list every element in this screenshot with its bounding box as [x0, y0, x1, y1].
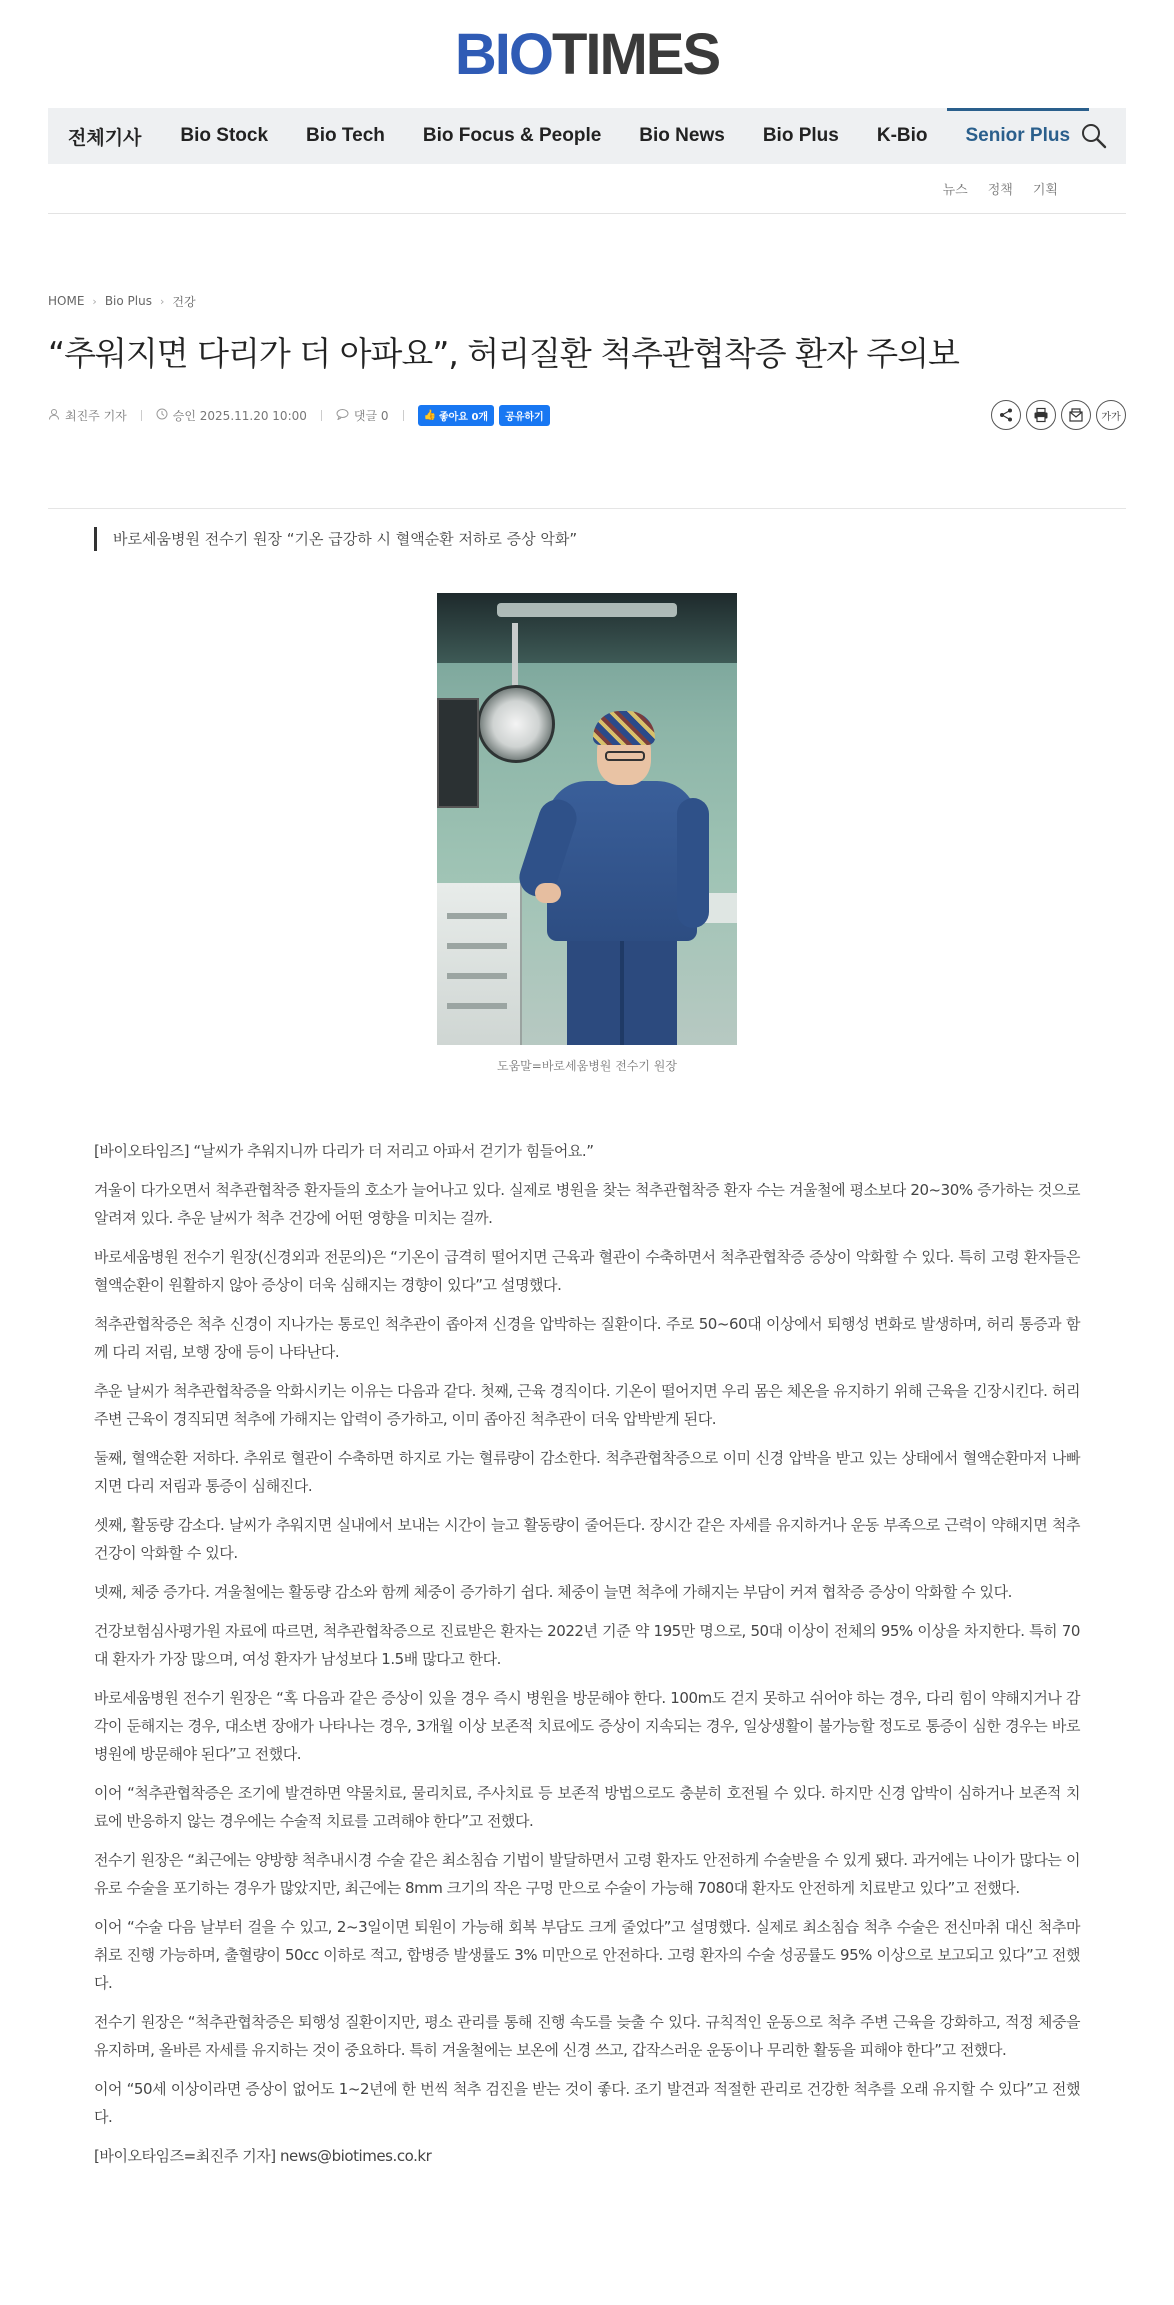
- article-subtitle: 바로세움병원 전수기 원장 “기온 급강하 시 혈액순환 저하로 증상 악화”: [94, 527, 1080, 551]
- publish-time: [156, 407, 307, 424]
- publish-time-text: 승인 2025.11.20 10:00: [172, 408, 307, 423]
- article-paragraph: 이어 “척추관협착증은 조기에 발견하면 약물치료, 물리치료, 주사치료 등 보존적 방법으로도 충분히 호전될 수 있다. 하지만 신경 압박이 심하거나 보존적 치료에 반응하지 않는 경우에는 수술적 치료를 고려해야 한다”고 전했다.: [94, 1784, 1080, 1830]
- clock-icon: [156, 408, 168, 423]
- facebook-like-button[interactable]: [418, 405, 495, 426]
- nav-item-k-bio[interactable]: K-Bio: [876, 125, 928, 146]
- logo-times-text: TIMES: [551, 21, 720, 87]
- article-byline: [바이오타임즈=최진주 기자] news@biotimes.co.kr: [94, 2147, 432, 2165]
- search-icon[interactable]: [1080, 122, 1108, 150]
- meta-divider: [321, 410, 322, 421]
- article-tools: [991, 400, 1126, 430]
- nav-item-all-articles[interactable]: 전체기사: [68, 127, 142, 149]
- photo-person-arm: [677, 798, 709, 928]
- nav-item-bio-plus[interactable]: Bio Plus: [762, 125, 839, 146]
- article-paragraph: 건강보험심사평가원 자료에 따르면, 척추관협착증으로 진료받은 환자는 2022년 기준 약 195만 명으로, 50대 이상이 전체의 95% 이상을 차지한다. 특히 70대 환자가 가장 많으며, 여성 환자가 남성보다 1.5배 많다고 한다.: [94, 1622, 1080, 1668]
- doctor-photo[interactable]: [437, 593, 737, 1045]
- photo-machine-slot: [447, 913, 507, 919]
- site-logo[interactable]: [455, 21, 719, 88]
- logo-area: [0, 0, 1174, 108]
- photo-surgical-lamp: [477, 685, 555, 763]
- breadcrumb-bio-plus[interactable]: Bio Plus: [104, 294, 152, 308]
- nav-item-bio-news[interactable]: Bio News: [639, 125, 725, 146]
- article-title: “추워지면 다리가 더 아파요”, 허리질환 척추관협착증 환자 주의보: [48, 334, 959, 373]
- print-icon[interactable]: [1026, 400, 1056, 430]
- article-paragraph: 전수기 원장은 “척추관협착증은 퇴행성 질환이지만, 평소 관리를 통해 진행 속도를 늦출 수 있다. 규칙적인 운동으로 척추 주변 근육을 강화하고, 적정 체중을 유지하며, 올바른 자세를 유지하는 것이 중요하다. 특히 겨울철에는 보온에 신경 쓰고, 갑작스러운 운동이나 무리한 활동을 피해야 한다”고 전했다.: [94, 2013, 1080, 2059]
- article-paragraph: 전수기 원장은 “최근에는 양방향 척추내시경 수술 같은 최소침습 기법이 발달하면서 고령 환자도 안전하게 수술받을 수 있게 됐다. 과거에는 나이가 많다는 이유로 수술을 포기하는 경우가 많았지만, 최근에는 8mm 크기의 작은 구멍 만으로 수술이 가능해 7080대 환자도 안전하게 치료받고 있다”고 전했다.: [94, 1851, 1080, 1897]
- article: [0, 292, 1174, 2170]
- article-figure: [437, 593, 737, 1074]
- nav-item-bio-tech[interactable]: Bio Tech: [306, 125, 385, 146]
- sub-nav: [48, 164, 1126, 214]
- breadcrumb-home[interactable]: HOME: [48, 294, 85, 308]
- subnav-item-feature[interactable]: 기획: [1032, 183, 1058, 198]
- chevron-right-icon: ›: [92, 294, 97, 308]
- article-paragraph: 바로세움병원 전수기 원장은 “혹 다음과 같은 증상이 있을 경우 즉시 병원을 방문해야 한다. 100m도 걷지 못하고 쉬어야 하는 경우, 다리 힘이 약해지거나 감각이 둔해지는 경우, 대소변 장애가 나타나는 경우, 3개월 이상 보존적 치료에도 증상이 지속되는 경우, 일상생활이 불가능할 정도로 통증이 심한 경우는 바로 병원에 방문해야 된다”고 전했다.: [94, 1689, 1080, 1763]
- meta-divider: [403, 410, 404, 421]
- article-paragraph: 이어 “50세 이상이라면 증상이 없어도 1~2년에 한 번씩 척추 검진을 받는 것이 좋다. 조기 발견과 적절한 관리로 건강한 척추를 오래 유지할 수 있다”고 전했다.: [94, 2080, 1080, 2126]
- nav-item-senior-plus[interactable]: Senior Plus: [947, 108, 1090, 164]
- site-header: [0, 0, 1174, 214]
- photo-machine-slot: [447, 1003, 507, 1009]
- logo-bio-text: BIO: [454, 21, 552, 87]
- photo-person-legs: [567, 933, 677, 1045]
- article-paragraph: 이어 “수술 다음 날부터 걸을 수 있고, 2~3일이면 퇴원이 가능해 회복 부담도 크게 줄었다”고 설명했다. 실제로 최소침습 척추 수술은 전신마취 대신 척추마취로 진행 가능하며, 출혈량이 50cc 이하로 적고, 합병증 발생률도 3% 미만으로 안전하다. 고령 환자의 수술 성공률도 95% 이상으로 보고되고 있다”고 전했다.: [94, 1918, 1080, 1992]
- main-nav: [48, 108, 1126, 164]
- author: [48, 407, 127, 424]
- author-name[interactable]: 최진주 기자: [65, 408, 127, 423]
- photo-monitor: [437, 698, 479, 808]
- photo-ceiling-light: [497, 603, 677, 617]
- photo-machine: [437, 883, 522, 1045]
- user-icon: [48, 408, 60, 423]
- photo-machine-slot: [447, 973, 507, 979]
- nav-item-bio-stock[interactable]: Bio Stock: [180, 125, 269, 146]
- article-paragraph: 둘째, 혈액순환 저하다. 추위로 혈관이 수축하면 하지로 가는 혈류량이 감소한다. 척추관협착증으로 이미 신경 압박을 받고 있는 상태에서 혈액순환마저 나빠지면 다리 저림과 통증이 심해진다.: [94, 1449, 1080, 1495]
- meta-divider: [141, 410, 142, 421]
- breadcrumb-health[interactable]: 건강: [172, 294, 196, 309]
- photo-lamp-arm: [512, 623, 518, 689]
- nav-item-bio-focus-people[interactable]: Bio Focus & People: [422, 125, 602, 146]
- article-meta: [48, 402, 1126, 428]
- photo-surgical-cap: [593, 711, 655, 745]
- share-icon[interactable]: [991, 400, 1021, 430]
- facebook-share-button[interactable]: 공유하기: [499, 405, 550, 426]
- breadcrumb: [48, 292, 1126, 310]
- article-paragraph: 겨울이 다가오면서 척추관협착증 환자들의 호소가 늘어나고 있다. 실제로 병원을 찾는 척추관협착증 환자 수는 겨울철에 평소보다 20~30% 증가하는 것으로 알려져 있다. 추운 날씨가 척추 건강에 어떤 영향을 미치는 걸까.: [94, 1181, 1080, 1227]
- photo-caption: 도움말=바로세움병원 전수기 원장: [497, 1059, 677, 1073]
- subnav-item-policy[interactable]: 정책: [987, 183, 1013, 198]
- comment-count[interactable]: [336, 407, 389, 424]
- article-paragraph: 추운 날씨가 척추관협착증을 악화시키는 이유는 다음과 같다. 첫째, 근육 경직이다. 기온이 떨어지면 우리 몸은 체온을 유지하기 위해 근육을 긴장시킨다. 허리 주변 근육이 경직되면 척추에 가해지는 압력이 증가하고, 이미 좁아진 척추관이 더욱 압박받게 된다.: [94, 1382, 1080, 1428]
- article-paragraph: 척추관협착증은 척추 신경이 지나가는 통로인 척추관이 좁아져 신경을 압박하는 질환이다. 주로 50~60대 이상에서 퇴행성 변화로 발생하며, 허리 통증과 함께 다리 저림, 보행 장애 등이 나타난다.: [94, 1315, 1080, 1361]
- article-paragraph: 넷째, 체중 증가다. 겨울철에는 활동량 감소와 함께 체중이 증가하기 쉽다. 체중이 늘면 척추에 가해지는 부담이 커져 협착증 증상이 악화할 수 있다.: [94, 1583, 1012, 1601]
- photo-person-hand: [535, 883, 561, 903]
- font-size-button[interactable]: 가가: [1096, 400, 1126, 430]
- header-divider: [48, 508, 1126, 509]
- photo-machine-slot: [447, 943, 507, 949]
- article-paragraph: 셋째, 활동량 감소다. 날씨가 추워지면 실내에서 보내는 시간이 늘고 활동량이 줄어든다. 장시간 같은 자세를 유지하거나 운동 부족으로 근력이 약해지면 척추 건강이 악화할 수 있다.: [94, 1516, 1080, 1562]
- comment-count-text: 댓글 0: [353, 408, 389, 423]
- photo-glasses: [605, 751, 645, 761]
- article-paragraph: [바이오타임즈] “날씨가 추워지니까 다리가 더 저리고 아파서 걷기가 힘들어요.”: [94, 1142, 594, 1160]
- email-icon[interactable]: [1061, 400, 1091, 430]
- chevron-right-icon: ›: [159, 294, 165, 308]
- article-body: [94, 1137, 1080, 2170]
- comment-icon: [336, 408, 349, 423]
- thumbs-up-icon: 👍: [423, 409, 436, 421]
- article-paragraph: 바로세움병원 전수기 원장(신경외과 전문의)은 “기온이 급격히 떨어지면 근육과 혈관이 수축하면서 척추관협착증 증상이 악화할 수 있다. 특히 고령 환자들은 혈액순환이 원활하지 않아 증상이 더욱 심해지는 경향이 있다”고 설명했다.: [94, 1248, 1080, 1294]
- subnav-item-news[interactable]: 뉴스: [942, 183, 968, 198]
- facebook-like-label: 좋아요 0개: [438, 411, 489, 423]
